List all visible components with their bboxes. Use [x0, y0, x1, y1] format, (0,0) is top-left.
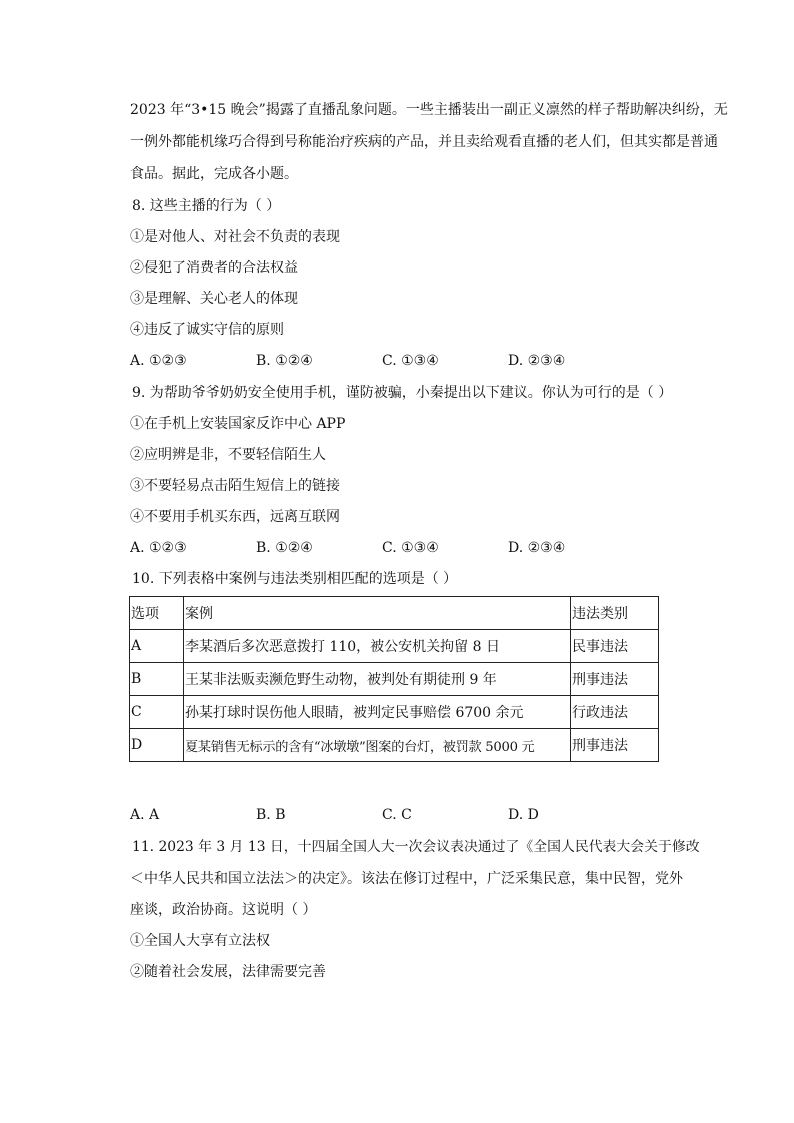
intro-line-3: 食品。据此，完成各小题。 [130, 166, 298, 182]
table-cell: C [130, 696, 184, 729]
question-8-choice-a[interactable]: A. ①②③ [130, 353, 187, 369]
question-10-stem: 10. 下列表格中案例与违法类别相匹配的选项是（ ） [132, 571, 458, 587]
question-9-choice-d[interactable]: D. ②③④ [508, 540, 566, 556]
table-header-row [130, 597, 659, 630]
question-8-choice-d[interactable]: D. ②③④ [508, 353, 566, 369]
table-cell: 王某非法贩卖濒危野生动物，被判处有期徒刑 9 年 [184, 663, 571, 696]
table-cell: 民事违法 [571, 630, 659, 663]
question-10-choice-c[interactable]: C. C [382, 807, 412, 823]
question-8-choices [130, 351, 690, 371]
question-9-choice-b[interactable]: B. ①②④ [256, 540, 313, 556]
table-cell: 刑事违法 [571, 729, 659, 762]
question-9-option-1: ①在手机上安装国家反诈中心 APP [130, 416, 346, 432]
question-11-option-2: ②随着社会发展，法律需要完善 [130, 964, 326, 980]
question-9-option-2: ②应明辨是非，不要轻信陌生人 [130, 447, 326, 463]
question-9-choice-c[interactable]: C. ①③④ [382, 540, 439, 556]
question-8-choice-b[interactable]: B. ①②④ [256, 353, 313, 369]
question-8-option-1: ①是对他人、对社会不负责的表现 [130, 229, 340, 245]
question-11-stem-line-1: 11. 2023 年 3 月 13 日，十四届全国人大一次会议表决通过了《全国人民代表大会关于修改 [132, 839, 700, 855]
table-row [130, 696, 659, 729]
question-9-option-4: ④不要用手机买东西，远离互联网 [130, 509, 340, 525]
table-header-cell: 违法类别 [571, 597, 659, 630]
intro-line-2: 一例外都能机缘巧合得到号称能治疗疾病的产品，并且卖给观看直播的老人们，但其实都是普通 [130, 134, 718, 150]
table-header-cell: 案例 [184, 597, 571, 630]
table-header-cell: 选项 [130, 597, 184, 630]
table-cell: B [130, 663, 184, 696]
intro-line-1: 2023 年“3•15 晚会”揭露了直播乱象问题。一些主播装出一副正义凛然的样子帮助解决纠纷，无 [130, 102, 728, 118]
question-11-stem-line-2: ＜中华人民共和国立法法＞的决定》。该法在修订过程中，广泛采集民意，集中民智，党外 [130, 871, 683, 887]
question-9-choices [130, 538, 690, 558]
table-cell: 夏某销售无标示的含有“冰墩墩”图案的台灯，被罚款 5000 元 [184, 729, 571, 762]
question-11-stem-line-3: 座谈，政治协商。这说明（ ） [130, 902, 317, 918]
question-8-option-3: ③是理解、关心老人的体现 [130, 291, 298, 307]
question-9-stem: 9. 为帮助爷爷奶奶安全使用手机，谨防被骗，小秦提出以下建议。你认为可行的是（ ） [132, 385, 673, 401]
table-cell: A [130, 630, 184, 663]
table-row [130, 630, 659, 663]
question-8-choice-c[interactable]: C. ①③④ [382, 353, 439, 369]
question-10-choice-b[interactable]: B. B [256, 807, 286, 823]
table-cell: 行政违法 [571, 696, 659, 729]
question-10-choice-d[interactable]: D. D [508, 807, 539, 823]
question-10-choices [130, 805, 690, 825]
table-row [130, 729, 659, 762]
case-table [129, 596, 659, 762]
question-11-option-1: ①全国人大享有立法权 [130, 933, 270, 949]
question-9-choice-a[interactable]: A. ①②③ [130, 540, 187, 556]
table-cell: 李某酒后多次恶意拨打 110，被公安机关拘留 8 日 [184, 630, 571, 663]
question-10-choice-a[interactable]: A. A [130, 807, 160, 823]
question-8-option-2: ②侵犯了消费者的合法权益 [130, 260, 298, 276]
question-9-option-3: ③不要轻易点击陌生短信上的链接 [130, 478, 340, 494]
question-8-stem: 8. 这些主播的行为（ ） [132, 198, 281, 214]
question-8-option-4: ④违反了诚实守信的原则 [130, 322, 284, 338]
table-cell: D [130, 729, 184, 762]
table-cell: 孙某打球时误伤他人眼睛，被判定民事赔偿 6700 余元 [184, 696, 571, 729]
table-row [130, 663, 659, 696]
table-cell: 刑事违法 [571, 663, 659, 696]
